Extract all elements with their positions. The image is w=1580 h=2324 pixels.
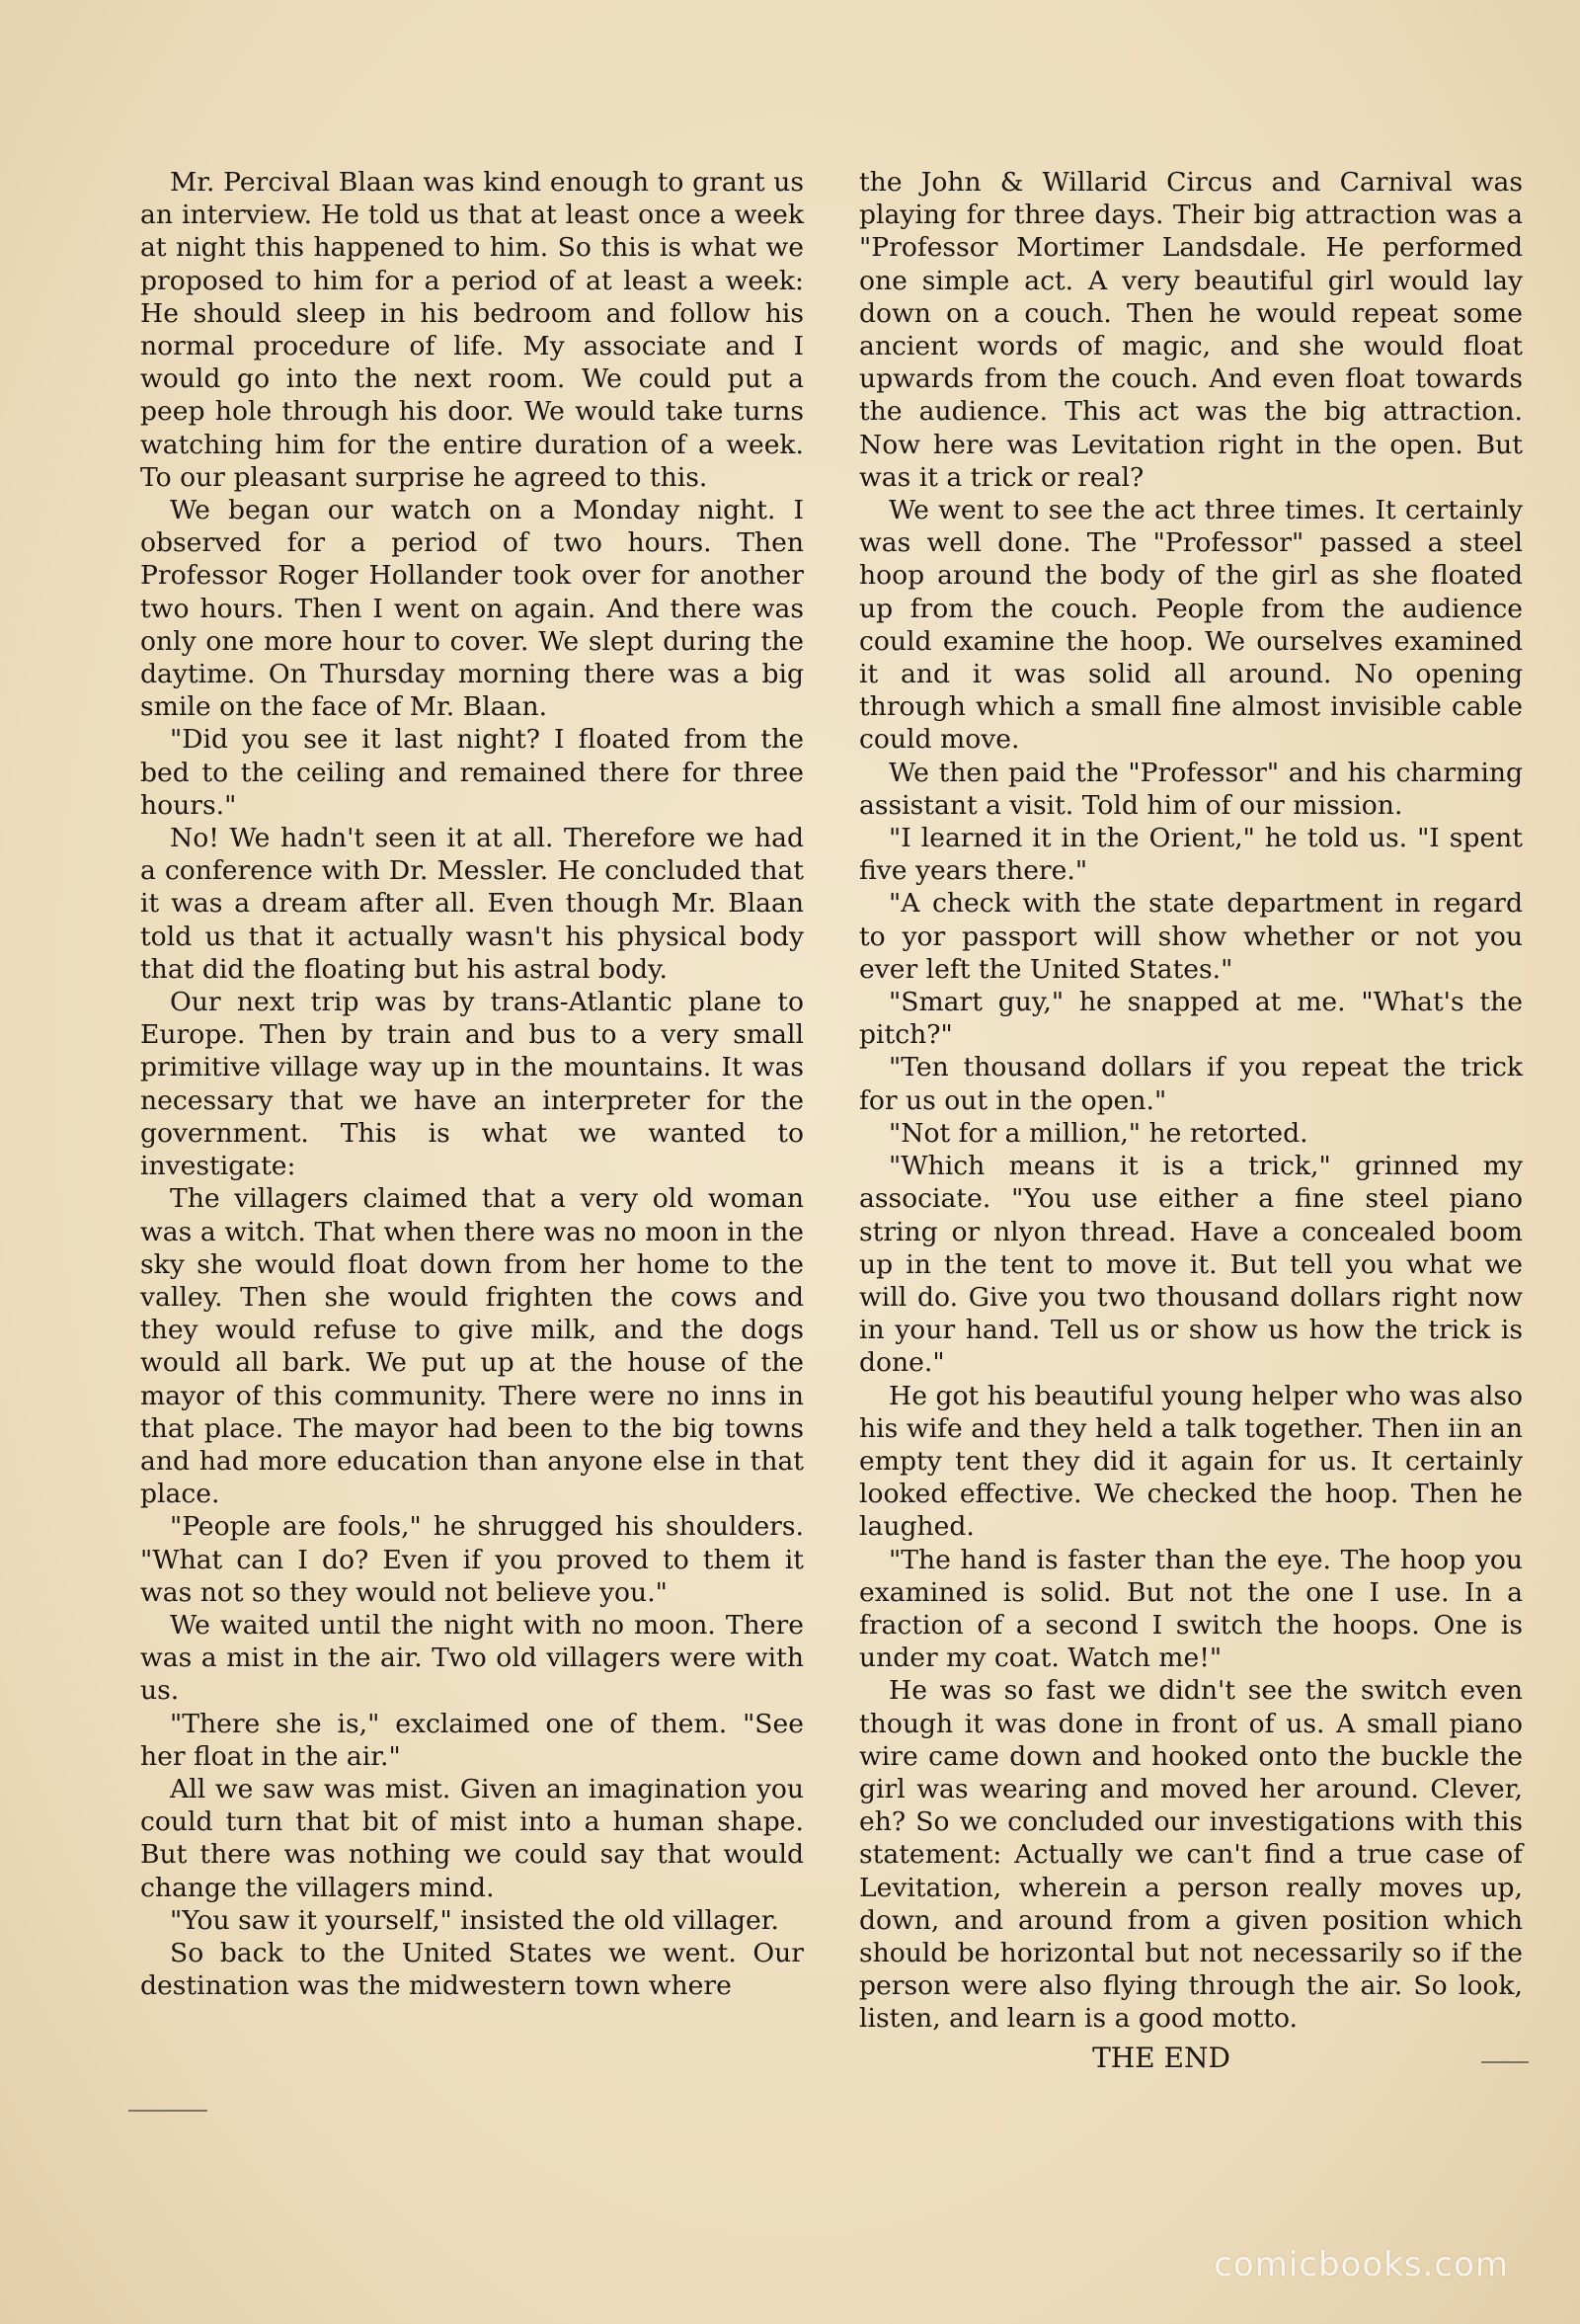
paragraph: He was so fast we didn't see the switch even though it was done in front of us. A small piano wire came down and hooked onto the buckle the girl was wearing and moved her around. Clever, eh? So we concluded our investigations with this statement: Actually we can't find a true case of Levitation, wherein a person really moves up, down, and around from a given position which should be horizontal but not necessarily so if the person were also flying through the air. So look, listen, and learn is a good motto. [859, 1675, 1523, 2035]
paragraph: "People are fools," he shrugged his shoulders. "What can I do? Even if you proved to them it was not so they would not believe you." [140, 1511, 804, 1608]
paragraph: "A check with the state department in regard to yor passport will show whether or not you ever left the United States." [859, 888, 1523, 985]
paragraph: "You saw it yourself," insisted the old villager. [170, 1904, 779, 1936]
paragraph: "I learned it in the Orient," he told us. "I spent five years there." [859, 823, 1523, 887]
paragraph: We went to see the act three times. It certainly was well done. The "Professor" passed a steel hoop around the body of the girl as she floated up from the couch. People from the audience could examine the hoop. We ourselves examined it and it was solid all around. No opening through which a small fine almost invisible cable could move. [859, 495, 1523, 756]
right-text-column [859, 166, 1523, 2074]
paragraph: No! We hadn't seen it at all. Therefore we had a conference with Dr. Messler. He concluded that it was a dream after all. Even though Mr. Blaan told us that it actually wasn't his physical body that did the floating but his astral body. [140, 823, 804, 985]
paragraph: "Did you see it last night? I floated from the bed to the ceiling and remained there for three hours." [140, 724, 804, 821]
paragraph: Mr. Percival Blaan was kind enough to grant us an interview. He told us that at least once a week at night this happened to him. So this is what we proposed to him for a period of at least a week: He should sleep in his bedroom and follow his normal procedure of life. My associate and I would go into the next room. We could put a peep hole through his door. We would take turns watching him for the entire duration of a week. To our pleasant surprise he agreed to this. [140, 167, 804, 493]
left-text-column [140, 166, 804, 2002]
left-column-end-rule [128, 2110, 207, 2112]
the-end-label: THE END [1092, 2041, 1230, 2074]
paragraph: "Which means it is a trick," grinned my associate. "You use either a fine steel piano string or nlyon thread. Have a concealed boom up in the tent to move it. But tell you what we will do. Give you two thousand dollars right now in your hand. Tell us or show us how the trick is done." [859, 1151, 1523, 1379]
paragraph: "There she is," exclaimed one of them. "See her float in the air." [140, 1708, 804, 1772]
paragraph: "Ten thousand dollars if you repeat the trick for us out in the open." [859, 1052, 1523, 1116]
paragraph: All we saw was mist. Given an imagination you could turn that bit of mist into a human shape. But there was nothing we could say that would change the villagers mind. [140, 1773, 804, 1903]
watermark: comicbooks.com [1214, 2245, 1509, 2284]
paragraph: the John & Willarid Circus and Carnival was playing for three days. Their big attraction was a "Professor Mortimer Landsdale. He performed one simple act. A very beautiful girl would lay down on a couch. Then he would repeat some ancient words of magic, and she would float upwards from the couch. And even float towards the audience. This act was the big attraction. Now here was Levitation right in the open. But was it a trick or real? [859, 167, 1523, 493]
paragraph: The villagers claimed that a very old woman was a witch. That when there was no moon in the sky she would float down from her home to the valley. Then she would frighten the cows and they would refuse to give milk, and the dogs would all bark. We put up at the house of the mayor of this community. There were no inns in that place. The mayor had been to the big towns and had more education than anyone else in that place. [140, 1183, 804, 1510]
paragraph: We waited until the night with no moon. There was a mist in the air. Two old villagers were with us. [140, 1609, 804, 1707]
paragraph: "Smart guy," he snapped at me. "What's the pitch?" [859, 987, 1523, 1051]
paragraph: "Not for a million," he retorted. [889, 1117, 1308, 1149]
paragraph: We began our watch on a Monday night. I observed for a period of two hours. Then Professor Roger Hollander took over for another two hours. Then I went on again. And there was only one more hour to cover. We slept during the daytime. On Thursday morning there was a big smile on the face of Mr. Blaan. [140, 495, 804, 723]
paragraph: So back to the United States we went. Our destination was the midwestern town where [140, 1937, 804, 2002]
paragraph: "The hand is faster than the eye. The hoop you examined is solid. But not the one I use. In a fraction of a second I switch the hoops. One is under my coat. Watch me!" [859, 1544, 1523, 1674]
paragraph: He got his beautiful young helper who was also his wife and they held a talk together. Then iin an empty tent they did it again for us. It certainly looked effective. We checked the hoop. Then he laughed. [859, 1380, 1523, 1543]
right-column-end-rule [1481, 2061, 1529, 2063]
paragraph: Our next trip was by trans-Atlantic plane to Europe. Then by train and bus to a very small primitive village way up in the mountains. It was necessary that we have an interpreter for the government. This is what we wanted to investigate: [140, 987, 804, 1182]
paragraph: We then paid the "Professor" and his charming assistant a visit. Told him of our mission. [859, 757, 1523, 821]
